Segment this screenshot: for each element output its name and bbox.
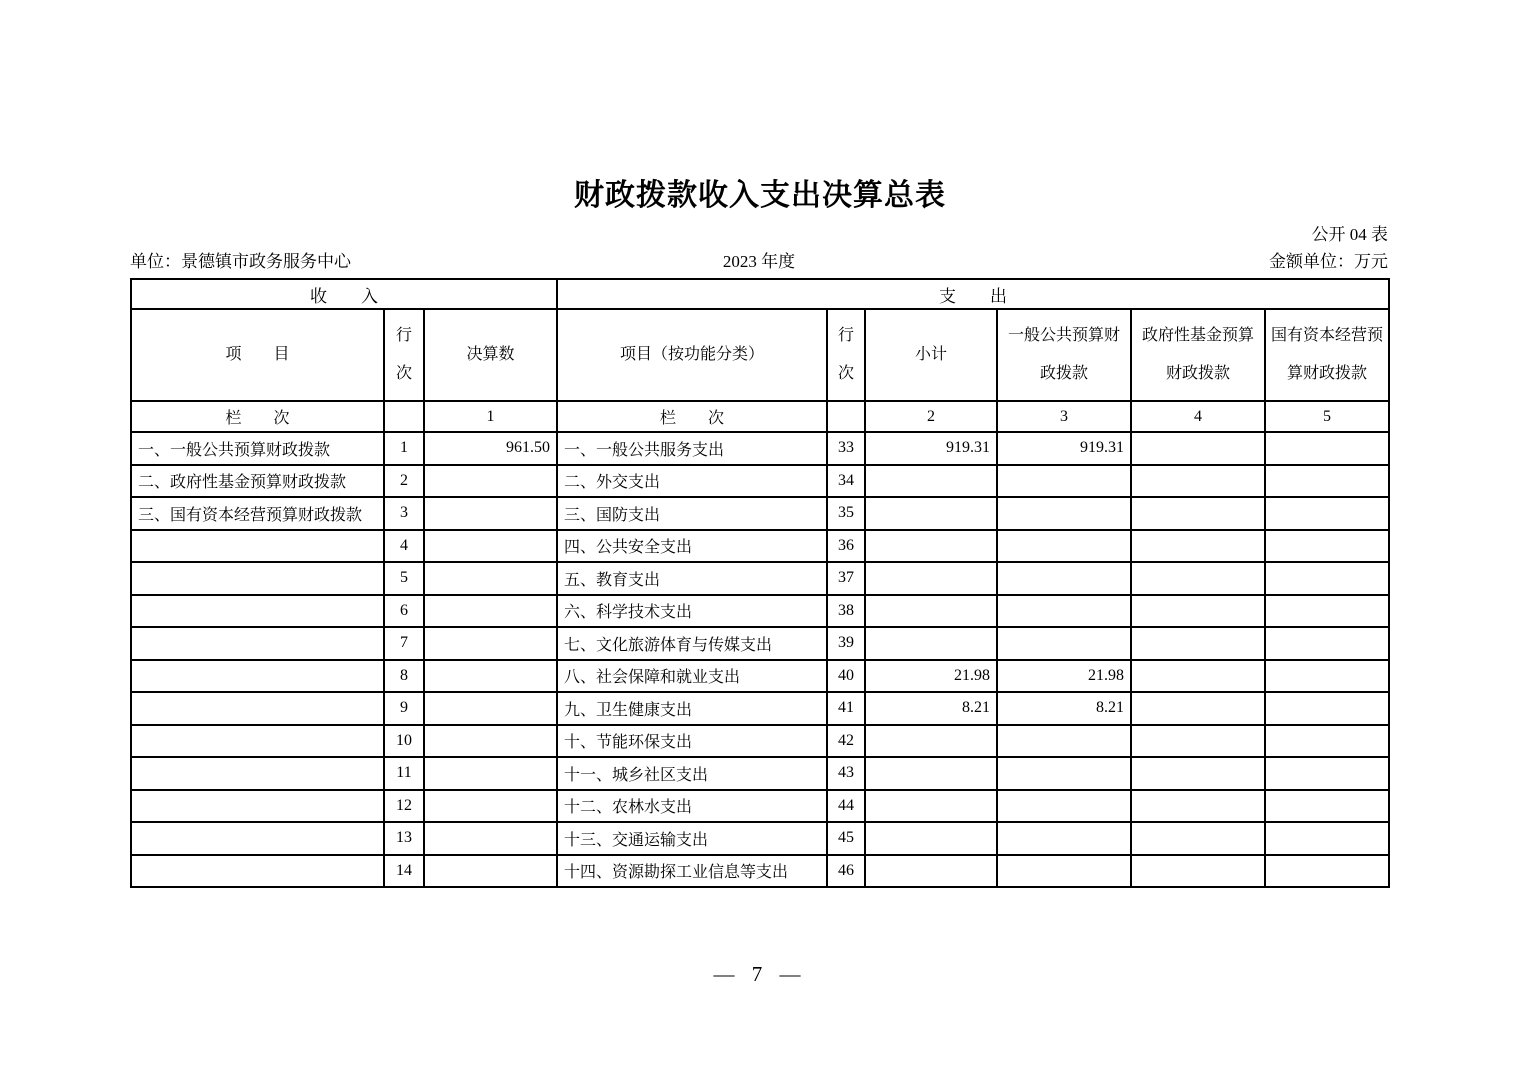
income-item — [131, 692, 384, 725]
expenditure-row-no: 45 — [827, 822, 865, 855]
expenditure-item: 八、社会保障和就业支出 — [557, 660, 827, 693]
column-header-row — [131, 309, 1389, 401]
income-row-no: 13 — [384, 822, 424, 855]
gov-fund-amount — [1131, 432, 1265, 465]
page-title: 财政拨款收入支出决算总表 — [574, 178, 946, 213]
gov-fund-amount — [1131, 757, 1265, 790]
state-capital-amount — [1265, 692, 1389, 725]
gov-fund-amount — [1131, 530, 1265, 563]
expenditure-item: 十二、农林水支出 — [557, 790, 827, 823]
general-budget-amount — [997, 822, 1131, 855]
table-row — [131, 595, 1389, 628]
table-row — [131, 822, 1389, 855]
section-income: 收 入 — [131, 279, 557, 309]
expenditure-item: 六、科学技术支出 — [557, 595, 827, 628]
income-row-no: 6 — [384, 595, 424, 628]
subtotal-amount — [865, 497, 997, 530]
subtotal-amount — [865, 465, 997, 498]
income-item — [131, 855, 384, 888]
expenditure-row-no: 46 — [827, 855, 865, 888]
header-final-amount: 决算数 — [424, 309, 557, 401]
income-row-no: 5 — [384, 562, 424, 595]
subtotal-amount — [865, 790, 997, 823]
general-budget-amount — [997, 562, 1131, 595]
expenditure-row-no: 37 — [827, 562, 865, 595]
expenditure-item: 一、一般公共服务支出 — [557, 432, 827, 465]
gov-fund-amount — [1131, 627, 1265, 660]
expenditure-row-no: 42 — [827, 725, 865, 758]
header-exp-row-no-text: 行次 — [838, 326, 855, 382]
header-income-row-no — [384, 309, 424, 401]
expenditure-item: 五、教育支出 — [557, 562, 827, 595]
income-item — [131, 725, 384, 758]
income-item: 一、一般公共预算财政拨款 — [131, 432, 384, 465]
income-row-no: 1 — [384, 432, 424, 465]
gov-fund-amount — [1131, 660, 1265, 693]
general-budget-amount — [997, 497, 1131, 530]
general-budget-amount: 919.31 — [997, 432, 1131, 465]
subtotal-amount — [865, 562, 997, 595]
state-capital-amount — [1265, 562, 1389, 595]
gov-fund-amount — [1131, 497, 1265, 530]
general-budget-amount — [997, 757, 1131, 790]
income-amount — [424, 497, 557, 530]
income-item — [131, 790, 384, 823]
income-amount — [424, 660, 557, 693]
expenditure-row-no: 41 — [827, 692, 865, 725]
state-capital-amount — [1265, 725, 1389, 758]
gov-fund-amount — [1131, 595, 1265, 628]
income-row-no: 8 — [384, 660, 424, 693]
index-income-row-no — [384, 401, 424, 432]
income-amount — [424, 692, 557, 725]
income-amount — [424, 627, 557, 660]
general-budget-amount — [997, 790, 1131, 823]
section-expenditure: 支 出 — [557, 279, 1389, 309]
header-government-fund-budget: 政府性基金预算财政拨款 — [1131, 309, 1265, 401]
table-row — [131, 790, 1389, 823]
general-budget-amount — [997, 595, 1131, 628]
income-row-no: 2 — [384, 465, 424, 498]
expenditure-row-no: 36 — [827, 530, 865, 563]
table-row — [131, 562, 1389, 595]
state-capital-amount — [1265, 432, 1389, 465]
income-item — [131, 530, 384, 563]
index-col-1: 1 — [424, 401, 557, 432]
index-exp-row-no — [827, 401, 865, 432]
state-capital-amount — [1265, 790, 1389, 823]
income-amount — [424, 530, 557, 563]
subtotal-amount — [865, 757, 997, 790]
income-amount — [424, 757, 557, 790]
column-index-row — [131, 401, 1389, 432]
state-capital-amount — [1265, 530, 1389, 563]
expenditure-row-no: 35 — [827, 497, 865, 530]
income-amount: 961.50 — [424, 432, 557, 465]
table-row — [131, 855, 1389, 888]
header-general-public-budget: 一般公共预算财政拨款 — [997, 309, 1131, 401]
table-row — [131, 465, 1389, 498]
state-capital-amount — [1265, 627, 1389, 660]
general-budget-amount — [997, 530, 1131, 563]
income-item — [131, 595, 384, 628]
gov-fund-amount — [1131, 725, 1265, 758]
subtotal-amount: 8.21 — [865, 692, 997, 725]
income-amount — [424, 855, 557, 888]
header-income-row-no-text: 行次 — [396, 326, 413, 382]
expenditure-item: 十、节能环保支出 — [557, 725, 827, 758]
expenditure-item: 九、卫生健康支出 — [557, 692, 827, 725]
index-col-5: 5 — [1265, 401, 1389, 432]
table-row — [131, 627, 1389, 660]
subtotal-amount — [865, 595, 997, 628]
index-col-4: 4 — [1131, 401, 1265, 432]
subtotal-amount — [865, 855, 997, 888]
income-amount — [424, 725, 557, 758]
income-amount — [424, 822, 557, 855]
general-budget-amount — [997, 855, 1131, 888]
income-item — [131, 757, 384, 790]
expenditure-item: 七、文化旅游体育与传媒支出 — [557, 627, 827, 660]
period-label: 2023 年度 — [722, 252, 796, 271]
income-row-no: 14 — [384, 855, 424, 888]
table-row — [131, 757, 1389, 790]
index-income-label: 栏 次 — [131, 401, 384, 432]
header-income-item: 项 目 — [131, 309, 384, 401]
expenditure-item: 二、外交支出 — [557, 465, 827, 498]
table-row — [131, 660, 1389, 693]
header-subtotal: 小计 — [865, 309, 997, 401]
meta-row — [130, 247, 1388, 271]
expenditure-item: 十四、资源勘探工业信息等支出 — [557, 855, 827, 888]
expenditure-item: 四、公共安全支出 — [557, 530, 827, 563]
income-row-no: 12 — [384, 790, 424, 823]
general-budget-amount: 8.21 — [997, 692, 1131, 725]
expenditure-row-no: 43 — [827, 757, 865, 790]
income-row-no: 10 — [384, 725, 424, 758]
index-col-3: 3 — [997, 401, 1131, 432]
header-exp-row-no — [827, 309, 865, 401]
income-row-no: 11 — [384, 757, 424, 790]
state-capital-amount — [1265, 465, 1389, 498]
income-item — [131, 627, 384, 660]
expenditure-item: 十三、交通运输支出 — [557, 822, 827, 855]
income-row-no: 3 — [384, 497, 424, 530]
income-item — [131, 822, 384, 855]
budget-table — [130, 278, 1390, 888]
general-budget-amount — [997, 627, 1131, 660]
income-amount — [424, 562, 557, 595]
form-code: 公开 04 表 — [1311, 225, 1388, 244]
state-capital-amount — [1265, 757, 1389, 790]
state-capital-amount — [1265, 822, 1389, 855]
expenditure-row-no: 38 — [827, 595, 865, 628]
index-col-2: 2 — [865, 401, 997, 432]
gov-fund-amount — [1131, 465, 1265, 498]
income-item: 二、政府性基金预算财政拨款 — [131, 465, 384, 498]
table-row — [131, 530, 1389, 563]
subtotal-amount — [865, 627, 997, 660]
expenditure-row-no: 33 — [827, 432, 865, 465]
table-row — [131, 692, 1389, 725]
subtotal-amount — [865, 530, 997, 563]
gov-fund-amount — [1131, 790, 1265, 823]
gov-fund-amount — [1131, 822, 1265, 855]
gov-fund-amount — [1131, 692, 1265, 725]
unit-label: 单位：景德镇市政务服务中心 — [130, 252, 351, 271]
page-number: — 7 — — [713, 962, 807, 986]
income-item — [131, 562, 384, 595]
income-row-no: 7 — [384, 627, 424, 660]
subtotal-amount — [865, 822, 997, 855]
general-budget-amount — [997, 465, 1131, 498]
subtotal-amount — [865, 725, 997, 758]
income-amount — [424, 465, 557, 498]
state-capital-amount — [1265, 660, 1389, 693]
section-header-row — [131, 279, 1389, 309]
expenditure-row-no: 44 — [827, 790, 865, 823]
general-budget-amount: 21.98 — [997, 660, 1131, 693]
expenditure-row-no: 39 — [827, 627, 865, 660]
state-capital-amount — [1265, 855, 1389, 888]
table-row — [131, 432, 1389, 465]
expenditure-row-no: 34 — [827, 465, 865, 498]
income-row-no: 4 — [384, 530, 424, 563]
income-item — [131, 660, 384, 693]
header-exp-item: 项目（按功能分类） — [557, 309, 827, 401]
income-amount — [424, 790, 557, 823]
expenditure-item: 十一、城乡社区支出 — [557, 757, 827, 790]
state-capital-amount — [1265, 497, 1389, 530]
income-item: 三、国有资本经营预算财政拨款 — [131, 497, 384, 530]
header-state-capital-budget: 国有资本经营预算财政拨款 — [1265, 309, 1389, 401]
gov-fund-amount — [1131, 562, 1265, 595]
expenditure-row-no: 40 — [827, 660, 865, 693]
income-row-no: 9 — [384, 692, 424, 725]
income-amount — [424, 595, 557, 628]
gov-fund-amount — [1131, 855, 1265, 888]
state-capital-amount — [1265, 595, 1389, 628]
table-row — [131, 725, 1389, 758]
table-row — [131, 497, 1389, 530]
subtotal-amount: 21.98 — [865, 660, 997, 693]
subtotal-amount: 919.31 — [865, 432, 997, 465]
general-budget-amount — [997, 725, 1131, 758]
index-exp-label: 栏 次 — [557, 401, 827, 432]
amount-unit-label: 金额单位：万元 — [1269, 252, 1388, 271]
expenditure-item: 三、国防支出 — [557, 497, 827, 530]
